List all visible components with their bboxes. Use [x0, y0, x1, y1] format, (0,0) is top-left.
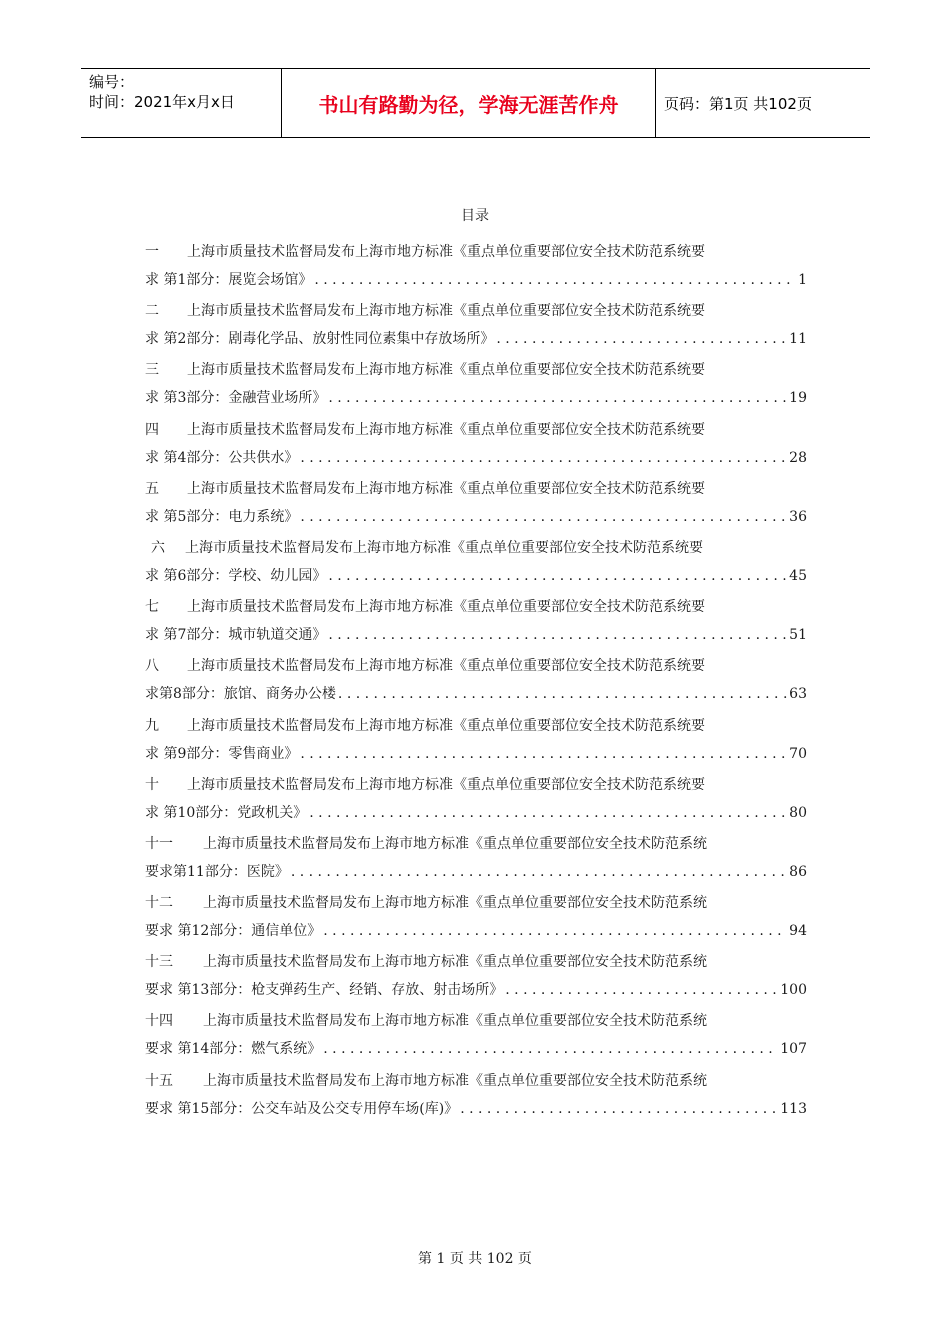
toc-entry-title: 上海市质量技术监督局发布上海市地方标准《重点单位重要部位安全技术防范系统 [203, 1072, 707, 1089]
dot-leader [323, 1035, 778, 1063]
toc-entry-number: 六 [151, 539, 165, 556]
toc-entry-number: 十四 [145, 1013, 173, 1030]
toc-entry-continuation: 求 第10部分：党政机关》 [145, 804, 308, 821]
toc-entry-title: 上海市质量技术监督局发布上海市地方标准《重点单位重要部位安全技术防范系统要 [187, 362, 705, 379]
toc-entry[interactable] [145, 475, 807, 534]
header-page-info: 页码：第1页 共102页 [664, 94, 812, 113]
toc-entry[interactable] [145, 948, 807, 1007]
toc-entry[interactable] [145, 712, 807, 771]
dot-leader [328, 562, 787, 590]
dot-leader [328, 621, 787, 649]
toc-entry-continuation: 要求 第12部分：通信单位》 [145, 923, 322, 940]
toc-entry-number: 十 [145, 776, 159, 793]
header-motto: 书山有路勤为径，学海无涯苦作舟 [281, 69, 656, 137]
dot-leader [314, 266, 796, 294]
toc-entry-number: 三 [145, 362, 159, 379]
toc-entry-continuation: 要求 第15部分：公交车站及公交专用停车场(库)》 [145, 1100, 459, 1117]
toc-entry-number: 七 [145, 599, 159, 616]
toc-entry-page: 19 [789, 390, 807, 407]
toc-entry-continuation: 求 第1部分：展览会场馆》 [145, 272, 313, 288]
toc-entry-page: 28 [789, 449, 807, 466]
toc-entry-continuation: 求 第7部分：城市轨道交通》 [145, 627, 327, 644]
toc-entry[interactable] [145, 356, 807, 415]
dot-leader [496, 325, 787, 353]
toc-entry-continuation: 要求 第13部分：枪支弹药生产、经销、存放、射击场所》 [145, 982, 504, 999]
toc-entry-page: 11 [789, 331, 807, 348]
table-of-contents [145, 238, 807, 1126]
toc-entry-title: 上海市质量技术监督局发布上海市地方标准《重点单位重要部位安全技术防范系统要 [187, 480, 705, 497]
toc-entry-page: 86 [789, 863, 807, 880]
toc-entry-number: 四 [145, 421, 159, 438]
toc-entry-title: 上海市质量技术监督局发布上海市地方标准《重点单位重要部位安全技术防范系统 [203, 895, 707, 912]
dot-leader [460, 1095, 778, 1123]
toc-entry-title: 上海市质量技术监督局发布上海市地方标准《重点单位重要部位安全技术防范系统要 [187, 244, 705, 260]
toc-entry-number: 十五 [145, 1072, 173, 1089]
toc-entry-continuation: 要求第11部分：医院》 [145, 863, 289, 880]
document-time-label: 时间：2021年x月x日 [89, 93, 235, 111]
toc-entry[interactable] [145, 297, 807, 356]
toc-entry-page: 70 [789, 745, 807, 762]
toc-entry-page: 1 [798, 272, 807, 288]
toc-entry[interactable] [145, 416, 807, 475]
toc-entry[interactable] [145, 652, 807, 711]
toc-entry-number: 十三 [145, 954, 173, 971]
toc-entry-number: 十二 [145, 895, 173, 912]
toc-entry-title: 上海市质量技术监督局发布上海市地方标准《重点单位重要部位安全技术防范系统要 [187, 658, 705, 675]
toc-entry-page: 80 [789, 804, 807, 821]
toc-entry[interactable] [145, 1067, 807, 1126]
toc-entry[interactable] [145, 830, 807, 889]
toc-entry-number: 一 [145, 244, 159, 260]
toc-entry-continuation: 求 第9部分：零售商业》 [145, 745, 299, 762]
dot-leader [300, 503, 787, 531]
toc-entry-page: 100 [780, 982, 807, 999]
toc-entry-title: 上海市质量技术监督局发布上海市地方标准《重点单位重要部位安全技术防范系统要 [185, 539, 703, 556]
toc-entry-title: 上海市质量技术监督局发布上海市地方标准《重点单位重要部位安全技术防范系统要 [187, 421, 705, 438]
toc-entry-continuation: 求 第5部分：电力系统》 [145, 508, 299, 525]
toc-title: 目录 [461, 208, 489, 224]
toc-entry[interactable] [145, 771, 807, 830]
toc-entry-number: 五 [145, 480, 159, 497]
toc-entry-page: 113 [780, 1100, 807, 1117]
toc-entry[interactable] [145, 238, 807, 297]
toc-entry-number: 二 [145, 303, 159, 320]
toc-entry-title: 上海市质量技术监督局发布上海市地方标准《重点单位重要部位安全技术防范系统 [203, 1013, 707, 1030]
dot-leader [309, 799, 787, 827]
toc-entry-continuation: 求 第2部分：剧毒化学品、放射性同位素集中存放场所》 [145, 331, 495, 348]
dot-leader [291, 858, 787, 886]
toc-entry-page: 107 [780, 1041, 807, 1058]
page-footer: 第 1 页 共 102 页 [418, 1251, 532, 1267]
toc-entry-continuation: 求 第6部分：学校、幼儿园》 [145, 567, 327, 584]
toc-entry-title: 上海市质量技术监督局发布上海市地方标准《重点单位重要部位安全技术防范系统要 [187, 717, 705, 734]
toc-entry-title: 上海市质量技术监督局发布上海市地方标准《重点单位重要部位安全技术防范系统 [203, 835, 707, 852]
header-meta [81, 69, 281, 137]
toc-entry-number: 十一 [145, 835, 173, 852]
dot-leader [300, 740, 787, 768]
toc-entry-page: 63 [789, 686, 807, 703]
dot-leader [300, 444, 787, 472]
toc-entry-continuation: 求第8部分：旅馆、商务办公楼 [145, 686, 336, 703]
toc-entry-page: 45 [789, 567, 807, 584]
toc-entry-page: 94 [789, 923, 807, 940]
toc-entry[interactable] [145, 889, 807, 948]
toc-entry-number: 八 [145, 658, 159, 675]
toc-entry-title: 上海市质量技术监督局发布上海市地方标准《重点单位重要部位安全技术防范系统 [203, 954, 707, 971]
toc-entry-title: 上海市质量技术监督局发布上海市地方标准《重点单位重要部位安全技术防范系统要 [187, 599, 705, 616]
document-number-label: 编号： [89, 73, 135, 91]
toc-entry-page: 36 [789, 508, 807, 525]
toc-entry-continuation: 要求 第14部分：燃气系统》 [145, 1041, 322, 1058]
dot-leader [323, 917, 787, 945]
dot-leader [505, 976, 778, 1004]
toc-entry[interactable] [145, 534, 807, 593]
toc-entry-continuation: 求 第3部分：金融营业场所》 [145, 390, 327, 407]
dot-leader [328, 384, 787, 412]
toc-entry-title: 上海市质量技术监督局发布上海市地方标准《重点单位重要部位安全技术防范系统要 [187, 303, 705, 320]
dot-leader [338, 680, 787, 708]
toc-entry-page: 51 [789, 627, 807, 644]
toc-entry[interactable] [145, 593, 807, 652]
toc-entry[interactable] [145, 1007, 807, 1066]
toc-entry-continuation: 求 第4部分：公共供水》 [145, 449, 299, 466]
toc-entry-title: 上海市质量技术监督局发布上海市地方标准《重点单位重要部位安全技术防范系统要 [187, 776, 705, 793]
toc-entry-number: 九 [145, 717, 159, 734]
page-header [81, 68, 870, 138]
